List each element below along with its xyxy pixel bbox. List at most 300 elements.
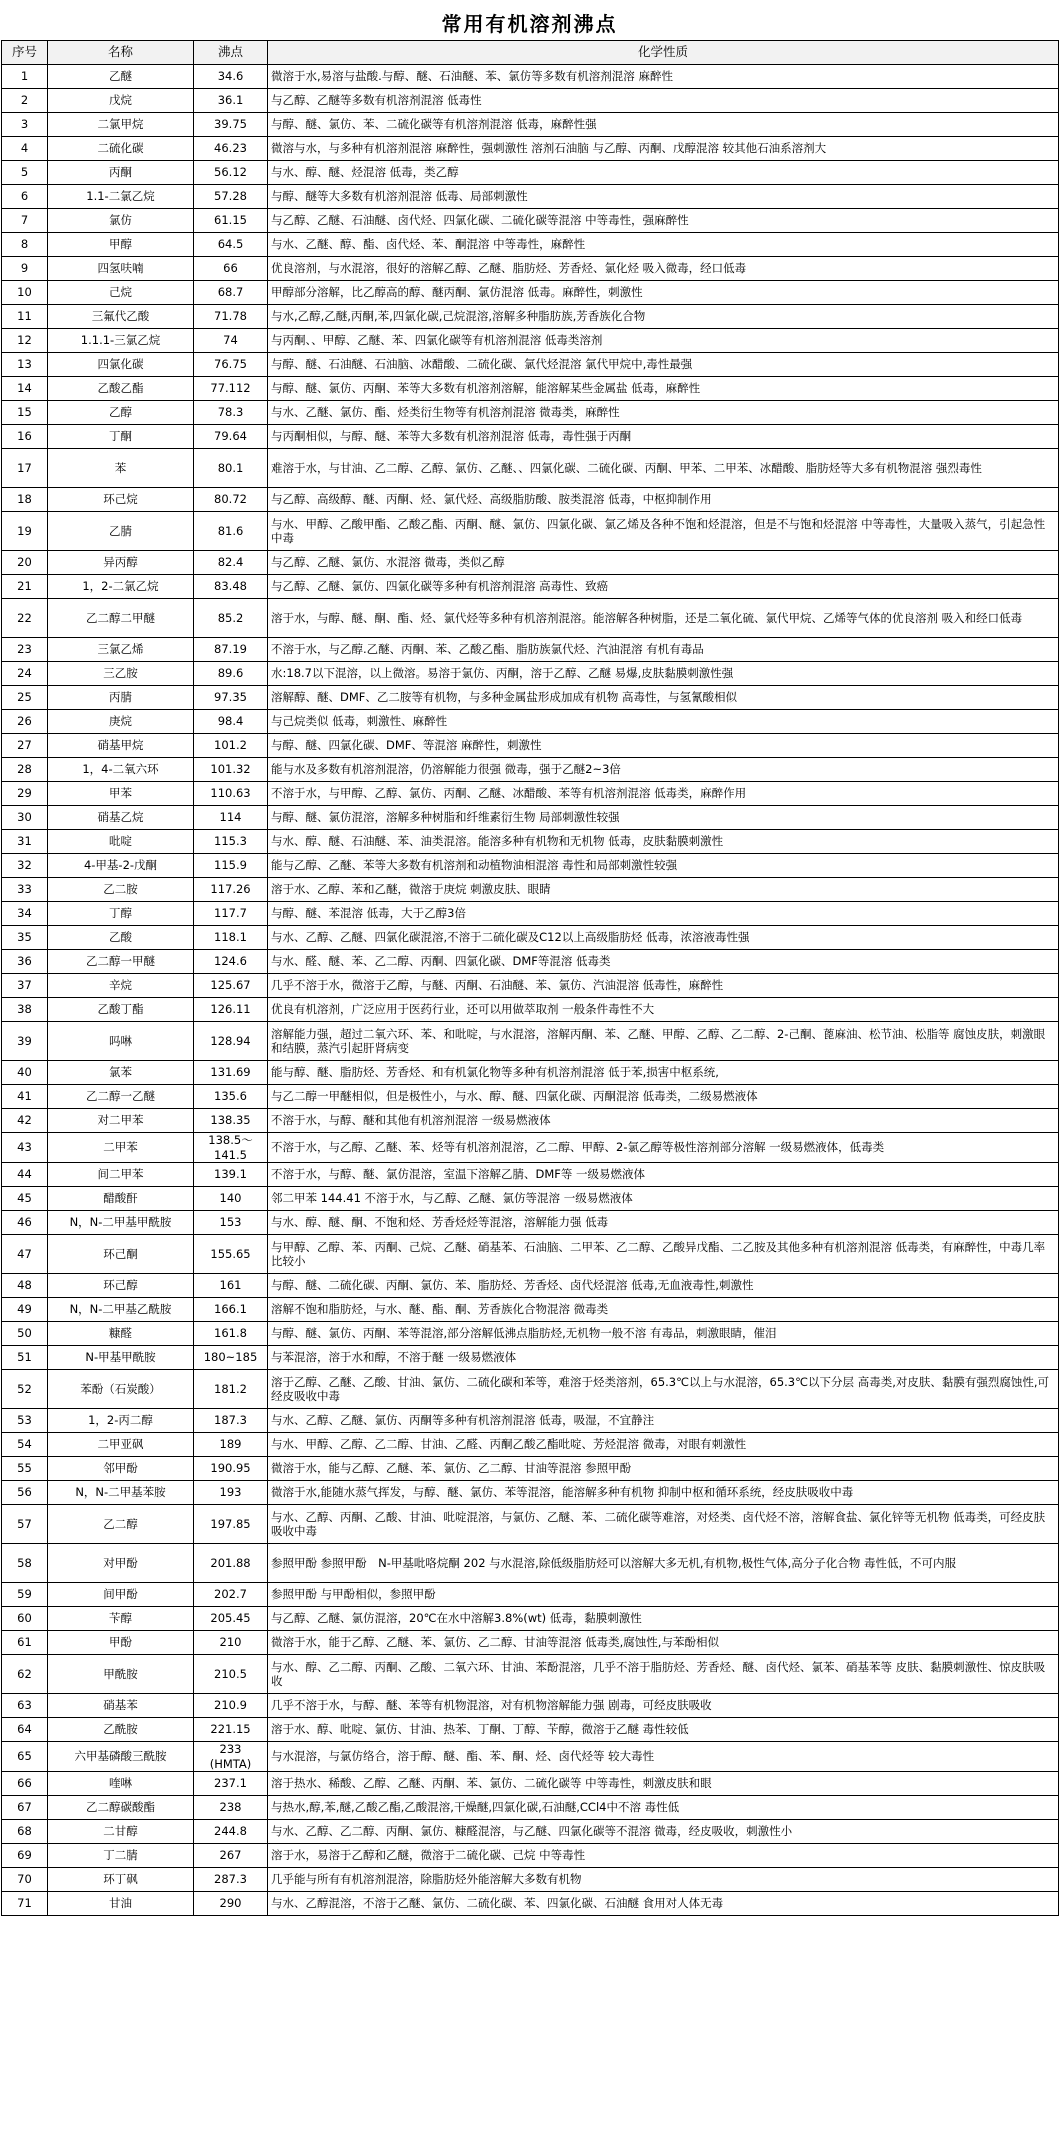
row-index: 24 xyxy=(2,662,48,686)
row-index: 44 xyxy=(2,1163,48,1187)
table-row xyxy=(2,854,1059,878)
row-index: 40 xyxy=(2,1061,48,1085)
row-name: 氯仿 xyxy=(48,209,194,233)
table-row xyxy=(2,257,1059,281)
row-boiling-point: 64.5 xyxy=(194,233,268,257)
row-properties: 不溶于水，与乙醇.乙醚、丙酮、苯、乙酸乙酯、脂肪族氯代烃、汽油混溶 有机有毒品 xyxy=(268,638,1059,662)
row-index: 27 xyxy=(2,734,48,758)
table-row xyxy=(2,599,1059,638)
row-boiling-point: 97.35 xyxy=(194,686,268,710)
table-row xyxy=(2,185,1059,209)
table-row xyxy=(2,1772,1059,1796)
table-row xyxy=(2,1631,1059,1655)
row-boiling-point: 125.67 xyxy=(194,974,268,998)
row-name: 4-甲基-2-戊酮 xyxy=(48,854,194,878)
row-boiling-point: 85.2 xyxy=(194,599,268,638)
row-index: 67 xyxy=(2,1796,48,1820)
row-boiling-point: 71.78 xyxy=(194,305,268,329)
row-boiling-point: 244.8 xyxy=(194,1820,268,1844)
row-boiling-point: 80.1 xyxy=(194,449,268,488)
row-name: 环己酮 xyxy=(48,1235,194,1274)
table-row xyxy=(2,758,1059,782)
table-row xyxy=(2,1211,1059,1235)
row-boiling-point: 115.9 xyxy=(194,854,268,878)
row-name: 六甲基磷酸三酰胺 xyxy=(48,1742,194,1772)
row-boiling-point: 138.35 xyxy=(194,1109,268,1133)
row-name: 甘油 xyxy=(48,1892,194,1916)
row-properties: 溶于水、醇、吡啶、氯仿、甘油、热苯、丁酮、丁醇、苄醇，微溶于乙醚 毒性较低 xyxy=(268,1718,1059,1742)
row-properties: 与水混溶，与氯仿络合，溶于醇、醚、酯、苯、酮、烃、卤代烃等 较大毒性 xyxy=(268,1742,1059,1772)
row-properties: 优良溶剂，与水混溶，很好的溶解乙醇、乙醚、脂肪烃、芳香烃、氯化烃 吸入微毒，经口低毒 xyxy=(268,257,1059,281)
row-boiling-point: 131.69 xyxy=(194,1061,268,1085)
row-index: 25 xyxy=(2,686,48,710)
row-boiling-point: 124.6 xyxy=(194,950,268,974)
row-name: 二硫化碳 xyxy=(48,137,194,161)
row-properties: 与乙醇、乙醚、氯仿混溶，20℃在水中溶解3.8%(wt) 低毒，黏膜刺激性 xyxy=(268,1607,1059,1631)
row-boiling-point: 68.7 xyxy=(194,281,268,305)
row-index: 28 xyxy=(2,758,48,782)
row-properties: 难溶于水，与甘油、乙二醇、乙醇、氯仿、乙醚、、四氯化碳、二硫化碳、丙酮、甲苯、二甲苯、冰醋酸、脂肪烃等大多有机物混溶 强烈毒性 xyxy=(268,449,1059,488)
table-row xyxy=(2,233,1059,257)
row-index: 22 xyxy=(2,599,48,638)
row-boiling-point: 140 xyxy=(194,1187,268,1211)
row-index: 37 xyxy=(2,974,48,998)
row-name: 乙醇 xyxy=(48,401,194,425)
row-properties: 溶于水，易溶于乙醇和乙醚，微溶于二硫化碳、己烷 中等毒性 xyxy=(268,1844,1059,1868)
row-properties: 与醇、醚、石油醚、石油脑、冰醋酸、二硫化碳、氯代烃混溶 氯代甲烷中,毒性最强 xyxy=(268,353,1059,377)
row-index: 5 xyxy=(2,161,48,185)
table-row xyxy=(2,1187,1059,1211)
row-properties: 与水、醇、醚、石油醚、苯、油类混溶。能溶多种有机物和无机物 低毒，皮肤黏膜刺激性 xyxy=(268,830,1059,854)
row-index: 57 xyxy=(2,1505,48,1544)
row-index: 2 xyxy=(2,89,48,113)
row-boiling-point: 89.6 xyxy=(194,662,268,686)
row-properties: 与乙醇、高级醇、醚、丙酮、烃、氯代烃、高级脂肪酸、胺类混溶 低毒，中枢抑制作用 xyxy=(268,488,1059,512)
row-index: 55 xyxy=(2,1457,48,1481)
table-row xyxy=(2,1655,1059,1694)
row-boiling-point: 138.5～141.5 xyxy=(194,1133,268,1163)
table-row xyxy=(2,830,1059,854)
row-properties: 与醇、醚、氯仿、丙酮、苯等混溶,部分溶解低沸点脂肪烃,无机物一般不溶 有毒品，刺激眼睛，催泪 xyxy=(268,1322,1059,1346)
table-row xyxy=(2,950,1059,974)
row-name: 1，4-二氧六环 xyxy=(48,758,194,782)
table-row xyxy=(2,1370,1059,1409)
row-name: 苯 xyxy=(48,449,194,488)
row-index: 45 xyxy=(2,1187,48,1211)
row-name: 环丁砜 xyxy=(48,1868,194,1892)
row-index: 31 xyxy=(2,830,48,854)
row-boiling-point: 126.11 xyxy=(194,998,268,1022)
row-name: 1.1-二氯乙烷 xyxy=(48,185,194,209)
row-name: 四氢呋喃 xyxy=(48,257,194,281)
row-index: 13 xyxy=(2,353,48,377)
row-properties: 微溶于水,易溶与盐酸.与醇、醚、石油醚、苯、氯仿等多数有机溶剂混溶 麻醉性 xyxy=(268,65,1059,89)
row-index: 10 xyxy=(2,281,48,305)
row-boiling-point: 197.85 xyxy=(194,1505,268,1544)
row-properties: 水:18.7以下混溶，以上微溶。易溶于氯仿、丙酮，溶于乙醇、乙醚 易爆,皮肤黏膜刺激性强 xyxy=(268,662,1059,686)
header-boiling-point: 沸点 xyxy=(194,41,268,65)
row-index: 63 xyxy=(2,1694,48,1718)
row-boiling-point: 287.3 xyxy=(194,1868,268,1892)
row-index: 54 xyxy=(2,1433,48,1457)
row-properties: 与醇、醚、苯混溶 低毒，大于乙醇3倍 xyxy=(268,902,1059,926)
row-name: 1，2-二氯乙烷 xyxy=(48,575,194,599)
row-boiling-point: 267 xyxy=(194,1844,268,1868)
table-row xyxy=(2,902,1059,926)
row-index: 62 xyxy=(2,1655,48,1694)
row-name: 甲苯 xyxy=(48,782,194,806)
row-name: 环己醇 xyxy=(48,1274,194,1298)
table-row xyxy=(2,1796,1059,1820)
row-properties: 与水、乙醇、丙酮、乙酸、甘油、吡啶混溶，与氯仿、乙醚、苯、二硫化碳等难溶，对烃类、卤代烃不溶，溶解食盐、氯化锌等无机物 低毒类，可经皮肤吸收中毒 xyxy=(268,1505,1059,1544)
row-properties: 与醇、醚、二硫化碳、丙酮、氯仿、苯、脂肪烃、芳香烃、卤代烃混溶 低毒,无血液毒性,刺激性 xyxy=(268,1274,1059,1298)
row-name: 乙酸乙酯 xyxy=(48,377,194,401)
header-name: 名称 xyxy=(48,41,194,65)
table-row xyxy=(2,782,1059,806)
row-name: N，N-二甲基苯胺 xyxy=(48,1481,194,1505)
row-name: N-甲基甲酰胺 xyxy=(48,1346,194,1370)
row-properties: 溶解不饱和脂肪烃，与水、醚、酯、酮、芳香族化合物混溶 微毒类 xyxy=(268,1298,1059,1322)
row-index: 29 xyxy=(2,782,48,806)
row-boiling-point: 115.3 xyxy=(194,830,268,854)
row-properties: 溶解醇、醚、DMF、乙二胺等有机物，与多种金属盐形成加成有机物 高毒性，与氢氰酸相似 xyxy=(268,686,1059,710)
row-index: 43 xyxy=(2,1133,48,1163)
row-properties: 几乎不溶于水，微溶于乙醇，与醚、丙酮、石油醚、苯、氯仿、汽油混溶 低毒性，麻醉性 xyxy=(268,974,1059,998)
table-row xyxy=(2,425,1059,449)
row-index: 14 xyxy=(2,377,48,401)
row-properties: 能与水及多数有机溶剂混溶，仍溶解能力很强 微毒，强于乙醚2~3倍 xyxy=(268,758,1059,782)
row-properties: 参照甲酚 参照甲酚 N-甲基吡咯烷酮 202 与水混溶,除低级脂肪烃可以溶解大多无机,有机物,极性气体,高分子化合物 毒性低，不可内服 xyxy=(268,1544,1059,1583)
row-name: 乙酰胺 xyxy=(48,1718,194,1742)
row-name: 三氯乙烯 xyxy=(48,638,194,662)
header-index: 序号 xyxy=(2,41,48,65)
row-boiling-point: 76.75 xyxy=(194,353,268,377)
row-boiling-point: 66 xyxy=(194,257,268,281)
row-boiling-point: 80.72 xyxy=(194,488,268,512)
row-name: 乙二胺 xyxy=(48,878,194,902)
row-name: 对甲酚 xyxy=(48,1544,194,1583)
row-index: 23 xyxy=(2,638,48,662)
table-row xyxy=(2,1544,1059,1583)
table-row xyxy=(2,1346,1059,1370)
table-row xyxy=(2,353,1059,377)
row-index: 30 xyxy=(2,806,48,830)
row-name: 苄醇 xyxy=(48,1607,194,1631)
table-row xyxy=(2,1718,1059,1742)
row-boiling-point: 202.7 xyxy=(194,1583,268,1607)
row-name: 二氯甲烷 xyxy=(48,113,194,137)
row-boiling-point: 57.28 xyxy=(194,185,268,209)
table-row xyxy=(2,1409,1059,1433)
row-properties: 与水、醛、醚、苯、乙二醇、丙酮、四氯化碳、DMF等混溶 低毒类 xyxy=(268,950,1059,974)
row-name: N，N-二甲基乙酰胺 xyxy=(48,1298,194,1322)
table-row xyxy=(2,1163,1059,1187)
row-index: 36 xyxy=(2,950,48,974)
row-index: 41 xyxy=(2,1085,48,1109)
row-name: 甲酚 xyxy=(48,1631,194,1655)
table-row xyxy=(2,488,1059,512)
row-boiling-point: 101.2 xyxy=(194,734,268,758)
table-row xyxy=(2,1109,1059,1133)
table-row xyxy=(2,137,1059,161)
row-name: 丁二腈 xyxy=(48,1844,194,1868)
row-properties: 与水、甲醇、乙醇、乙二醇、甘油、乙醛、丙酮乙酸乙酯吡啶、芳烃混溶 微毒，对眼有刺激性 xyxy=(268,1433,1059,1457)
row-properties: 不溶于水，与醇、醚、氯仿混溶，室温下溶解乙腈、DMF等 一级易燃液体 xyxy=(268,1163,1059,1187)
row-properties: 与醇、醚等大多数有机溶剂混溶 低毒、局部刺激性 xyxy=(268,185,1059,209)
table-row xyxy=(2,1742,1059,1772)
table-row xyxy=(2,1868,1059,1892)
row-boiling-point: 101.32 xyxy=(194,758,268,782)
table-row xyxy=(2,89,1059,113)
table-row xyxy=(2,1505,1059,1544)
row-name: 1.1.1-三氯乙烷 xyxy=(48,329,194,353)
row-index: 53 xyxy=(2,1409,48,1433)
row-boiling-point: 56.12 xyxy=(194,161,268,185)
row-properties: 几乎不溶于水，与醇、醚、苯等有机物混溶，对有机物溶解能力强 剧毒，可经皮肤吸收 xyxy=(268,1694,1059,1718)
row-boiling-point: 36.1 xyxy=(194,89,268,113)
row-index: 16 xyxy=(2,425,48,449)
table-row xyxy=(2,1844,1059,1868)
row-index: 58 xyxy=(2,1544,48,1583)
row-properties: 与丙酮相似，与醇、醚、苯等大多数有机溶剂混溶 低毒，毒性强于丙酮 xyxy=(268,425,1059,449)
table-row xyxy=(2,878,1059,902)
row-properties: 能与乙醇、乙醚、苯等大多数有机溶剂和动植物油相混溶 毒性和局部刺激性较强 xyxy=(268,854,1059,878)
row-index: 32 xyxy=(2,854,48,878)
row-boiling-point: 210.5 xyxy=(194,1655,268,1694)
row-index: 39 xyxy=(2,1022,48,1061)
row-properties: 与醇、醚、氯仿、苯、二硫化碳等有机溶剂混溶 低毒，麻醉性强 xyxy=(268,113,1059,137)
row-name: 硝基乙烷 xyxy=(48,806,194,830)
row-index: 60 xyxy=(2,1607,48,1631)
row-name: N，N-二甲基甲酰胺 xyxy=(48,1211,194,1235)
table-row xyxy=(2,1298,1059,1322)
table-row xyxy=(2,281,1059,305)
row-properties: 与苯混溶，溶于水和醇，不溶于醚 一级易燃液体 xyxy=(268,1346,1059,1370)
table-row xyxy=(2,1022,1059,1061)
row-index: 33 xyxy=(2,878,48,902)
row-properties: 与水、乙醚、醇、酯、卤代烃、苯、酮混溶 中等毒性，麻醉性 xyxy=(268,233,1059,257)
row-index: 21 xyxy=(2,575,48,599)
table-row xyxy=(2,1481,1059,1505)
row-name: 二甘醇 xyxy=(48,1820,194,1844)
table-row xyxy=(2,1085,1059,1109)
table-row xyxy=(2,1274,1059,1298)
row-name: 乙醚 xyxy=(48,65,194,89)
row-index: 68 xyxy=(2,1820,48,1844)
row-index: 51 xyxy=(2,1346,48,1370)
row-name: 1，2-丙二醇 xyxy=(48,1409,194,1433)
table-row xyxy=(2,65,1059,89)
table-row xyxy=(2,305,1059,329)
row-index: 6 xyxy=(2,185,48,209)
header-properties: 化学性质 xyxy=(268,41,1059,65)
table-row xyxy=(2,686,1059,710)
table-header-row xyxy=(2,41,1059,65)
row-name: 戊烷 xyxy=(48,89,194,113)
row-properties: 不溶于水，与醇、醚和其他有机溶剂混溶 一级易燃液体 xyxy=(268,1109,1059,1133)
row-boiling-point: 98.4 xyxy=(194,710,268,734)
row-index: 52 xyxy=(2,1370,48,1409)
table-row xyxy=(2,1061,1059,1085)
table-row xyxy=(2,113,1059,137)
row-boiling-point: 181.2 xyxy=(194,1370,268,1409)
row-index: 49 xyxy=(2,1298,48,1322)
table-row xyxy=(2,1322,1059,1346)
row-properties: 与乙醇、乙醚、氯仿、水混溶 微毒，类似乙醇 xyxy=(268,551,1059,575)
row-name: 甲醇 xyxy=(48,233,194,257)
row-name: 四氯化碳 xyxy=(48,353,194,377)
table-row xyxy=(2,1433,1059,1457)
row-properties: 与醇、醚、氯仿、丙酮、苯等大多数有机溶剂溶解，能溶解某些金属盐 低毒，麻醉性 xyxy=(268,377,1059,401)
row-boiling-point: 34.6 xyxy=(194,65,268,89)
row-name: 丙酮 xyxy=(48,161,194,185)
row-name: 糠醛 xyxy=(48,1322,194,1346)
page-title: 常用有机溶剂沸点 xyxy=(441,12,618,36)
row-name: 硝基苯 xyxy=(48,1694,194,1718)
row-properties: 溶于水、乙醇、苯和乙醚，微溶于庚烷 刺激皮肤、眼睛 xyxy=(268,878,1059,902)
row-properties: 与乙二醇一甲醚相似，但是极性小，与水、醇、醚、四氯化碳、丙酮混溶 低毒类，二级易燃液体 xyxy=(268,1085,1059,1109)
row-boiling-point: 139.1 xyxy=(194,1163,268,1187)
row-name: 乙二醇碳酸酯 xyxy=(48,1796,194,1820)
row-name: 乙酸 xyxy=(48,926,194,950)
row-properties: 与己烷类似 低毒，刺激性、麻醉性 xyxy=(268,710,1059,734)
row-index: 34 xyxy=(2,902,48,926)
row-properties: 与水、乙醇混溶，不溶于乙醚、氯仿、二硫化碳、苯、四氯化碳、石油醚 食用对人体无毒 xyxy=(268,1892,1059,1916)
row-index: 15 xyxy=(2,401,48,425)
row-boiling-point: 81.6 xyxy=(194,512,268,551)
row-boiling-point: 290 xyxy=(194,1892,268,1916)
row-properties: 与水、乙醇、乙二醇、丙酮、氯仿、糠醛混溶，与乙醚、四氯化碳等不混溶 微毒，经皮吸收，刺激性小 xyxy=(268,1820,1059,1844)
row-properties: 与水、甲醇、乙酸甲酯、乙酸乙酯、丙酮、醚、氯仿、四氯化碳、氯乙烯及各种不饱和烃混溶，但是不与饱和烃混溶 中等毒性，大量吸入蒸气，引起急性中毒 xyxy=(268,512,1059,551)
row-boiling-point: 114 xyxy=(194,806,268,830)
row-name: 丁酮 xyxy=(48,425,194,449)
row-index: 70 xyxy=(2,1868,48,1892)
row-properties: 优良有机溶剂，广泛应用于医药行业，还可以用做萃取剂 一般条件毒性不大 xyxy=(268,998,1059,1022)
table-row xyxy=(2,1607,1059,1631)
row-boiling-point: 110.63 xyxy=(194,782,268,806)
row-properties: 与热水,醇,苯,醚,乙酸乙酯,乙酸混溶,干燥醚,四氯化碳,石油醚,CCl4中不溶 毒性低 xyxy=(268,1796,1059,1820)
row-index: 9 xyxy=(2,257,48,281)
row-properties: 与乙醇、乙醚、氯仿、四氯化碳等多种有机溶剂混溶 高毒性、致癌 xyxy=(268,575,1059,599)
row-boiling-point: 161.8 xyxy=(194,1322,268,1346)
row-name: 二甲苯 xyxy=(48,1133,194,1163)
table-row xyxy=(2,1583,1059,1607)
row-index: 12 xyxy=(2,329,48,353)
row-boiling-point: 189 xyxy=(194,1433,268,1457)
row-index: 42 xyxy=(2,1109,48,1133)
row-boiling-point: 201.88 xyxy=(194,1544,268,1583)
row-name: 丙腈 xyxy=(48,686,194,710)
row-name: 吡啶 xyxy=(48,830,194,854)
row-boiling-point: 83.48 xyxy=(194,575,268,599)
table-row xyxy=(2,926,1059,950)
row-index: 26 xyxy=(2,710,48,734)
row-boiling-point: 210.9 xyxy=(194,1694,268,1718)
row-name: 邻甲酚 xyxy=(48,1457,194,1481)
row-name: 乙二醇二甲醚 xyxy=(48,599,194,638)
table-row xyxy=(2,209,1059,233)
row-name: 己烷 xyxy=(48,281,194,305)
row-index: 46 xyxy=(2,1211,48,1235)
row-boiling-point: 117.26 xyxy=(194,878,268,902)
row-properties: 与水、醇、醚、烃混溶 低毒，类乙醇 xyxy=(268,161,1059,185)
row-properties: 与醇、醚、四氯化碳、DMF、等混溶 麻醉性，刺激性 xyxy=(268,734,1059,758)
table-row xyxy=(2,1457,1059,1481)
row-index: 11 xyxy=(2,305,48,329)
table-row xyxy=(2,449,1059,488)
row-boiling-point: 39.75 xyxy=(194,113,268,137)
row-boiling-point: 135.6 xyxy=(194,1085,268,1109)
row-boiling-point: 237.1 xyxy=(194,1772,268,1796)
row-name: 乙二醇一乙醚 xyxy=(48,1085,194,1109)
table-row xyxy=(2,1892,1059,1916)
table-row xyxy=(2,329,1059,353)
row-name: 乙二醇一甲醚 xyxy=(48,950,194,974)
row-boiling-point: 87.19 xyxy=(194,638,268,662)
row-name: 苯酚（石炭酸） xyxy=(48,1370,194,1409)
row-properties: 溶于水，与醇、醚、酮、酯、烃、氯代烃等多种有机溶剂混溶。能溶解各种树脂，还是二氧化硫、氯代甲烷、乙烯等气体的优良溶剂 吸入和经口低毒 xyxy=(268,599,1059,638)
row-properties: 与乙醇、乙醚、石油醚、卤代烃、四氯化碳、二硫化碳等混溶 中等毒性，强麻醉性 xyxy=(268,209,1059,233)
row-boiling-point: 82.4 xyxy=(194,551,268,575)
table-row xyxy=(2,401,1059,425)
row-name: 庚烷 xyxy=(48,710,194,734)
table-row xyxy=(2,377,1059,401)
row-boiling-point: 117.7 xyxy=(194,902,268,926)
row-index: 18 xyxy=(2,488,48,512)
row-properties: 不溶于水，与甲醇、乙醇、氯仿、丙酮、乙醚、冰醋酸、苯等有机溶剂混溶 低毒类，麻醉作用 xyxy=(268,782,1059,806)
row-boiling-point: 153 xyxy=(194,1211,268,1235)
table-row xyxy=(2,998,1059,1022)
row-name: 喹啉 xyxy=(48,1772,194,1796)
row-properties: 与醇、醚、氯仿混溶，溶解多种树脂和纤维素衍生物 局部刺激性较强 xyxy=(268,806,1059,830)
row-properties: 微溶与水，与多种有机溶剂混溶 麻醉性，强刺激性 溶剂石油脑 与乙醇、丙酮、戊醇混溶 较其他石油系溶剂大 xyxy=(268,137,1059,161)
row-index: 65 xyxy=(2,1742,48,1772)
row-properties: 不溶于水，与乙醇、乙醚、苯、烃等有机溶剂混溶，乙二醇、甲醇、2-氯乙醇等极性溶剂部分溶解 一级易燃液体，低毒类 xyxy=(268,1133,1059,1163)
row-index: 7 xyxy=(2,209,48,233)
row-properties: 微溶于水，能与乙醇、乙醚、苯、氯仿、乙二醇、甘油等混溶 参照甲酚 xyxy=(268,1457,1059,1481)
row-boiling-point: 221.15 xyxy=(194,1718,268,1742)
row-boiling-point: 190.95 xyxy=(194,1457,268,1481)
row-index: 66 xyxy=(2,1772,48,1796)
row-properties: 与水、醇、乙二醇、丙酮、乙酸、二氧六环、甘油、苯酚混溶，几乎不溶于脂肪烃、芳香烃、醚、卤代烃、氯苯、硝基苯等 皮肤、黏膜刺激性、惊皮肤吸收 xyxy=(268,1655,1059,1694)
row-index: 19 xyxy=(2,512,48,551)
row-name: 醋酸酐 xyxy=(48,1187,194,1211)
row-name: 三氟代乙酸 xyxy=(48,305,194,329)
row-properties: 能与醇、醚、脂肪烃、芳香烃、和有机氯化物等多种有机溶剂混溶 低于苯,损害中枢系统, xyxy=(268,1061,1059,1085)
row-index: 20 xyxy=(2,551,48,575)
row-name: 辛烷 xyxy=(48,974,194,998)
row-name: 三乙胺 xyxy=(48,662,194,686)
row-index: 71 xyxy=(2,1892,48,1916)
row-index: 48 xyxy=(2,1274,48,1298)
row-boiling-point: 128.94 xyxy=(194,1022,268,1061)
row-properties: 参照甲酚 与甲酚相似，参照甲酚 xyxy=(268,1583,1059,1607)
row-properties: 几乎能与所有有机溶剂混溶，除脂肪烃外能溶解大多数有机物 xyxy=(268,1868,1059,1892)
row-boiling-point: 74 xyxy=(194,329,268,353)
row-name: 间二甲苯 xyxy=(48,1163,194,1187)
row-boiling-point: 118.1 xyxy=(194,926,268,950)
row-properties: 溶解能力强，超过二氧六环、苯、和吡啶，与水混溶，溶解丙酮、苯、乙醚、甲醇、乙醇、乙二醇、2-己酮、蓖麻油、松节油、松脂等 腐蚀皮肤，刺激眼和结膜，蒸汽引起肝肾病变 xyxy=(268,1022,1059,1061)
row-index: 8 xyxy=(2,233,48,257)
row-boiling-point: 78.3 xyxy=(194,401,268,425)
table-row xyxy=(2,1235,1059,1274)
row-index: 50 xyxy=(2,1322,48,1346)
row-name: 二甲亚砜 xyxy=(48,1433,194,1457)
row-properties: 微溶于水,能随水蒸气挥发，与醇、醚、氯仿、苯等混溶，能溶解多种有机物 抑制中枢和循环系统，经皮肤吸收中毒 xyxy=(268,1481,1059,1505)
row-name: 乙腈 xyxy=(48,512,194,551)
row-properties: 溶于热水、稀酸、乙醇、乙醚、丙酮、苯、氯仿、二硫化碳等 中等毒性，刺激皮肤和眼 xyxy=(268,1772,1059,1796)
row-properties: 与丙酮、、甲醇、乙醚、苯、四氯化碳等有机溶剂混溶 低毒类溶剂 xyxy=(268,329,1059,353)
